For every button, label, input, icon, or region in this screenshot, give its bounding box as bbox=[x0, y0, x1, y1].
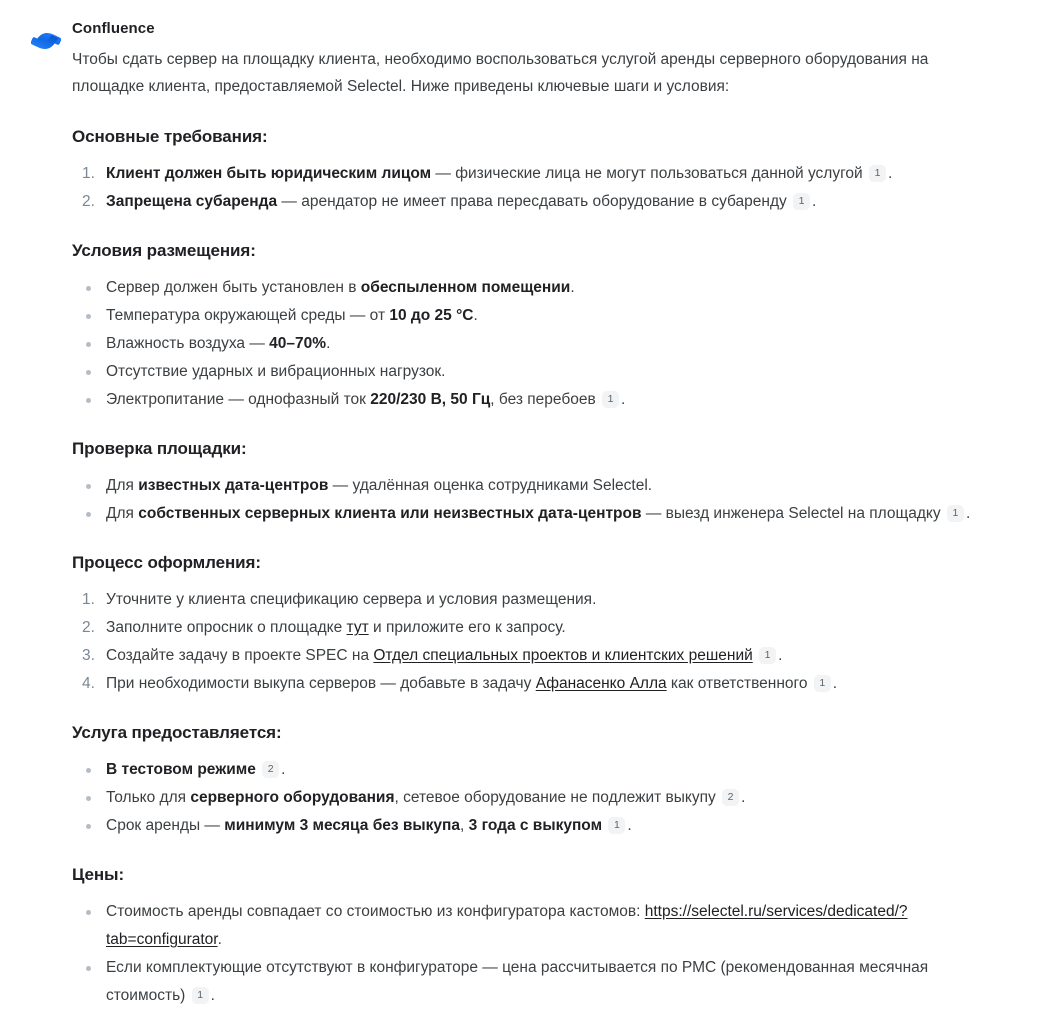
body-text: — физические лица не могут пользоваться данной услугой bbox=[431, 165, 868, 182]
section-heading: Проверка площадки: bbox=[72, 439, 247, 458]
body-text: как ответственного bbox=[666, 675, 812, 692]
body-text: Заполните опросник о площадке bbox=[106, 619, 347, 636]
bullet-dot-icon bbox=[86, 398, 91, 403]
body-text: . bbox=[778, 647, 783, 664]
bulleted-list bbox=[72, 274, 979, 414]
emphasis-text: минимум 3 месяца без выкупа bbox=[224, 817, 461, 834]
body-text: , bbox=[460, 817, 469, 834]
list-item bbox=[72, 898, 979, 954]
list-item bbox=[72, 586, 979, 614]
source-content bbox=[72, 18, 999, 1010]
list-item bbox=[72, 472, 979, 500]
list-marker: 3. bbox=[82, 647, 95, 664]
list-item bbox=[72, 358, 979, 386]
inline-link[interactable]: Афанасенко Алла bbox=[535, 675, 667, 692]
body-text: Уточните у клиента спецификацию сервера и условия размещения. bbox=[106, 591, 597, 608]
body-text: . bbox=[570, 279, 575, 296]
citation-badge[interactable]: 1 bbox=[814, 675, 831, 692]
citation-badge[interactable]: 1 bbox=[192, 987, 209, 1004]
body-text: Для bbox=[106, 505, 139, 522]
body-text: Если комплектующие отсутствуют в конфигураторе — цена рассчитывается по РМС (рекомендованная месячная стоимость) bbox=[106, 959, 929, 1004]
body-text: . bbox=[812, 193, 817, 210]
body-text: . bbox=[217, 931, 222, 948]
confluence-logo-icon bbox=[31, 26, 61, 56]
list-item bbox=[72, 302, 979, 330]
list-marker: 1. bbox=[82, 591, 95, 608]
bullet-dot-icon bbox=[86, 824, 91, 829]
body-text: Температура окружающей среды — от bbox=[106, 307, 390, 324]
body-text: , без перебоев bbox=[490, 391, 601, 408]
bullet-dot-icon bbox=[86, 484, 91, 489]
list-item bbox=[72, 188, 979, 216]
body-text: Стоимость аренды совпадает со стоимостью из конфигуратора кастомов: bbox=[106, 903, 645, 920]
bullet-dot-icon bbox=[86, 966, 91, 971]
citation-badge[interactable]: 1 bbox=[947, 505, 964, 522]
list-item bbox=[72, 500, 979, 528]
body-text: Электропитание — однофазный ток bbox=[106, 391, 371, 408]
bullet-dot-icon bbox=[86, 768, 91, 773]
list-item bbox=[72, 784, 979, 812]
list-item bbox=[72, 642, 979, 670]
body-text: Только для bbox=[106, 789, 191, 806]
citation-badge[interactable]: 2 bbox=[722, 789, 739, 806]
bullet-dot-icon bbox=[86, 370, 91, 375]
bullet-dot-icon bbox=[86, 314, 91, 319]
section-heading: Условия размещения: bbox=[72, 241, 256, 260]
list-marker: 4. bbox=[82, 675, 95, 692]
emphasis-text: 10 до 25 °C bbox=[389, 307, 474, 324]
emphasis-text: известных дата-центров bbox=[138, 477, 329, 494]
section-heading: Услуга предоставляется: bbox=[72, 723, 282, 742]
list-marker: 1. bbox=[82, 165, 95, 182]
bullet-dot-icon bbox=[86, 796, 91, 801]
citation-badge[interactable]: 1 bbox=[869, 165, 886, 182]
body-text: — удалённая оценка сотрудниками Selectel. bbox=[328, 477, 653, 494]
source-logo-cell bbox=[20, 18, 72, 56]
list-marker: 2. bbox=[82, 619, 95, 636]
body-text bbox=[753, 647, 757, 664]
section-heading: Основные требования: bbox=[72, 127, 268, 146]
source-block bbox=[20, 18, 999, 1010]
citation-badge[interactable]: 2 bbox=[262, 761, 279, 778]
bullet-dot-icon bbox=[86, 910, 91, 915]
body-text: . bbox=[210, 987, 215, 1004]
body-text: . bbox=[281, 761, 286, 778]
list-item bbox=[72, 160, 979, 188]
emphasis-text: В тестовом режиме bbox=[106, 761, 256, 778]
emphasis-text: обеспыленном помещении bbox=[360, 279, 571, 296]
ordered-list bbox=[72, 160, 979, 216]
emphasis-text: Клиент должен быть юридическим лицом bbox=[106, 165, 432, 182]
section-heading: Цены: bbox=[72, 865, 125, 884]
list-item bbox=[72, 274, 979, 302]
body-text: Создайте задачу в проекте SPEC на bbox=[106, 647, 374, 664]
emphasis-text: собственных серверных клиента или неизвестных дата-центров bbox=[138, 505, 642, 522]
list-item bbox=[72, 614, 979, 642]
bullet-dot-icon bbox=[86, 286, 91, 291]
citation-badge[interactable]: 1 bbox=[793, 193, 810, 210]
citation-badge[interactable]: 1 bbox=[608, 817, 625, 834]
body-text: . bbox=[832, 675, 838, 692]
body-text: Сервер должен быть установлен в bbox=[106, 279, 361, 296]
section-heading: Процесс оформления: bbox=[72, 553, 261, 572]
body-text: . bbox=[888, 165, 893, 182]
emphasis-text: серверного оборудования bbox=[190, 789, 395, 806]
list-marker: 2. bbox=[82, 193, 95, 210]
emphasis-text: 3 года с выкупом bbox=[468, 817, 603, 834]
bullet-dot-icon bbox=[86, 342, 91, 347]
inline-link[interactable]: Отдел специальных проектов и клиентских решений bbox=[373, 647, 753, 664]
source-title: Confluence bbox=[72, 20, 155, 37]
citation-badge[interactable]: 1 bbox=[759, 647, 776, 664]
body-text: . bbox=[965, 505, 971, 522]
sections-container bbox=[72, 124, 979, 1010]
body-text bbox=[602, 817, 606, 834]
citation-badge[interactable]: 1 bbox=[602, 391, 619, 408]
bulleted-list bbox=[72, 898, 979, 1010]
inline-link[interactable]: тут bbox=[346, 619, 369, 636]
body-text: — арендатор не имеет права пересдавать оборудование в субаренду bbox=[277, 193, 792, 210]
body-text: — выезд инженера Selectel на площадку bbox=[641, 505, 945, 522]
list-item bbox=[72, 812, 979, 840]
body-text: , сетевое оборудование не подлежит выкупу bbox=[394, 789, 721, 806]
emphasis-text: Запрещена субаренда bbox=[106, 193, 278, 210]
body-text: . bbox=[741, 789, 746, 806]
inline-link[interactable]: https://selectel.ru/services/dedicated/?tab=configurator bbox=[106, 903, 908, 948]
ordered-list bbox=[72, 586, 979, 698]
bulleted-list bbox=[72, 472, 979, 528]
intro-paragraph: Чтобы сдать сервер на площадку клиента, необходимо воспользоваться услугой аренды серверного оборудования на площадке клиента, предоставляемой Selectel. Ниже приведены ключевые шаги и условия: bbox=[72, 51, 929, 95]
body-text: . bbox=[627, 817, 632, 834]
emphasis-text: 40–70% bbox=[269, 335, 327, 352]
body-text: При необходимости выкупа серверов — добавьте в задачу bbox=[106, 675, 536, 692]
emphasis-text: 220/230 В, 50 Гц bbox=[370, 391, 491, 408]
list-item bbox=[72, 386, 979, 414]
body-text bbox=[256, 761, 260, 778]
list-item bbox=[72, 954, 979, 1010]
bullet-dot-icon bbox=[86, 512, 91, 517]
body-text: и приложите его к запросу. bbox=[368, 619, 566, 636]
body-text: Влажность воздуха — bbox=[106, 335, 270, 352]
list-item bbox=[72, 756, 979, 784]
body-text: . bbox=[473, 307, 478, 324]
body-text: Отсутствие ударных и вибрационных нагрузок. bbox=[106, 363, 446, 380]
body-text: Срок аренды — bbox=[106, 817, 225, 834]
body-text: . bbox=[326, 335, 331, 352]
list-item bbox=[72, 670, 979, 698]
bulleted-list bbox=[72, 756, 979, 840]
body-text: . bbox=[621, 391, 626, 408]
body-text: Для bbox=[106, 477, 139, 494]
list-item bbox=[72, 330, 979, 358]
